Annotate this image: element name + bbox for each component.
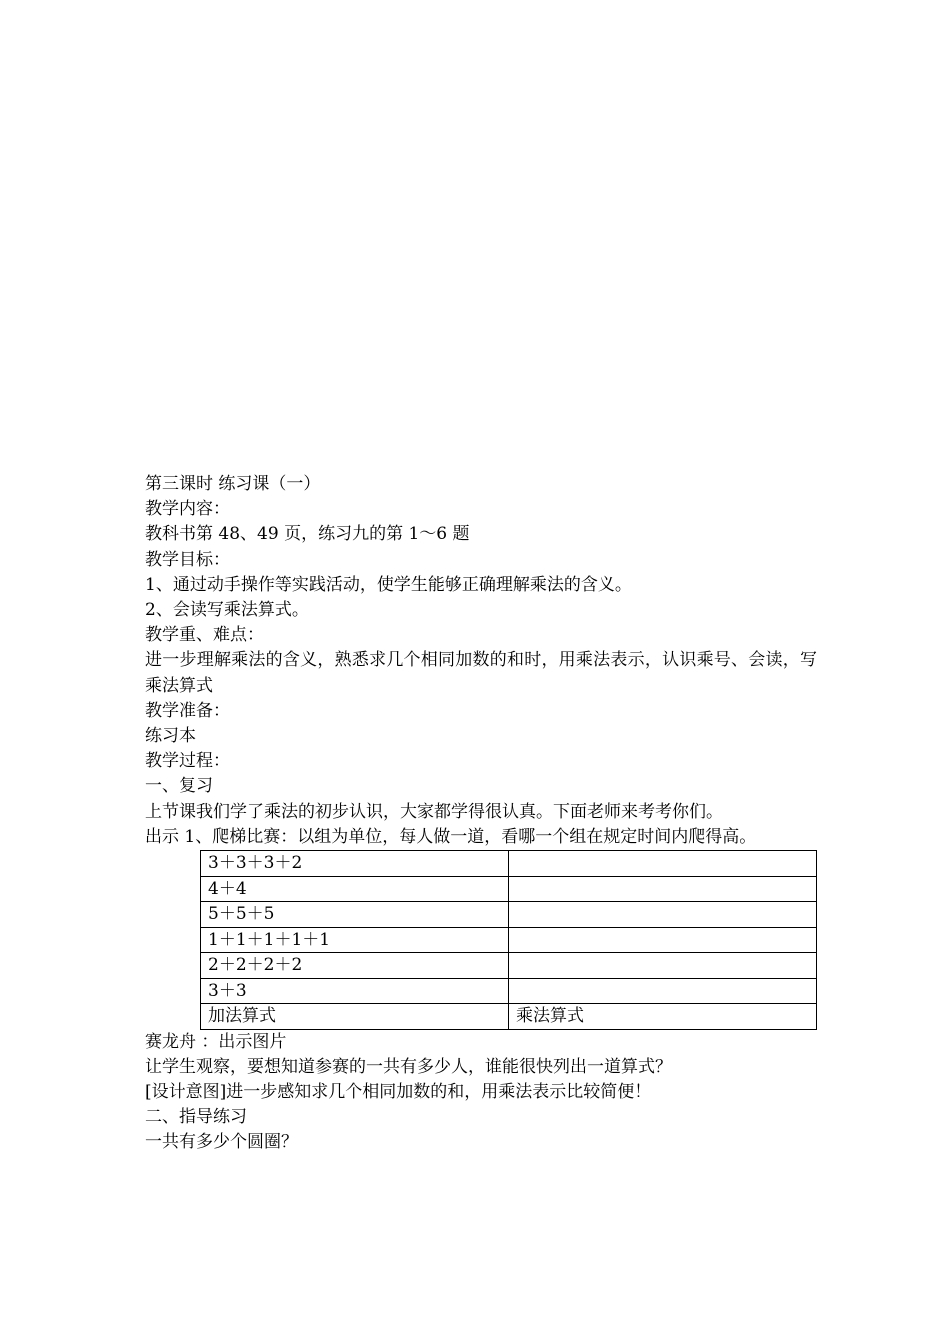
goal-item: 1、通过动手操作等实践活动，使学生能够正确理解乘法的含义。 [145,574,632,595]
review-text: 上节课我们学了乘法的初步认识，大家都学得很认真。下面老师来考考你们。 [145,801,723,822]
table-cell: 1＋1＋1＋1＋1 [201,927,509,953]
table-cell: 2＋2＋2＋2 [201,953,509,979]
observe-text: 让学生观察，要想知道参赛的一共有多少人，谁能很快列出一道算式？ [145,1056,672,1077]
prep-heading: 教学准备： [145,700,230,721]
table-cell: 3＋3 [201,978,509,1004]
activity-text: 出示 1、爬梯比赛：以组为单位，每人做一道，看哪一个组在规定时间内爬得高。 [145,826,757,847]
document-body [145,472,817,1156]
table-cell [509,978,817,1004]
goal-item: 2、会读写乘法算式。 [145,600,309,621]
table-cell: 加法算式 [201,1004,509,1030]
table-cell [509,953,817,979]
practice-table [200,850,817,1030]
lesson-title: 第三课时 练习课（一） [145,474,321,494]
table-cell: 4＋4 [201,876,509,902]
table-row [201,978,817,1004]
goals-heading: 教学目标： [145,549,230,570]
prep-text: 练习本 [145,726,196,747]
table-cell [509,902,817,928]
content-text: 教科书第 48、49 页，练习九的第 1～6 题 [145,524,470,545]
design-text: [设计意图]进一步感知求几个相同加数的和，用乘法表示比较简便！ [145,1081,652,1102]
guided-heading: 二、指导练习 [145,1107,247,1128]
table-row [201,1004,817,1030]
content-heading: 教学内容： [145,499,230,520]
table-row [201,876,817,902]
table-row [201,953,817,979]
boat-text: 赛龙舟 ：出示图片 [145,1031,287,1052]
table-cell [509,876,817,902]
table-row [201,902,817,928]
table-row [201,927,817,953]
table-cell [509,851,817,877]
keypoints-text: 进一步理解乘法的含义，熟悉求几个相同加数的和时，用乘法表示，认识乘号、会读，写乘法算式 [145,650,817,696]
table-cell [509,927,817,953]
process-heading: 教学过程： [145,751,230,772]
table-cell: 3＋3＋3＋2 [201,851,509,877]
table-cell: 5＋5＋5 [201,902,509,928]
circles-question: 一共有多少个圆圈？ [145,1132,298,1153]
table-cell: 乘法算式 [509,1004,817,1030]
review-heading: 一、复习 [145,776,213,797]
table-row [201,851,817,877]
keypoints-heading: 教学重、难点： [145,625,264,646]
